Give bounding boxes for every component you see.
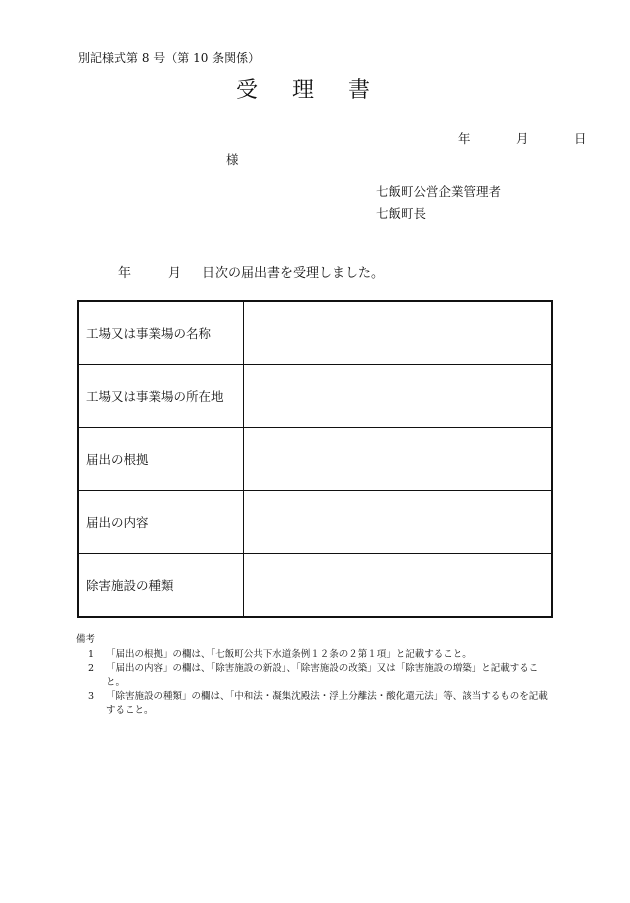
notes-header: 備考: [76, 634, 96, 645]
row-value-facility-name[interactable]: [244, 301, 553, 365]
table-row: [78, 301, 552, 365]
issuer-line-1: 七飯町公営企業管理者: [376, 184, 502, 199]
row-label-notification-content: 届出の内容: [78, 491, 244, 554]
receipt-month-label: 月: [168, 266, 182, 281]
receipt-form-table: [77, 300, 553, 618]
date-month-label: 月: [516, 131, 529, 146]
row-label-facility-address: 工場又は事業場の所在地: [78, 365, 244, 428]
table-row: [78, 428, 552, 491]
note-number: 1: [88, 649, 95, 660]
note-number: 3: [88, 691, 95, 702]
row-label-notification-basis: 届出の根拠: [78, 428, 244, 491]
row-label-treatment-type: 除害施設の種類: [78, 554, 244, 618]
issuer-line-2: 七飯町長: [376, 206, 427, 221]
note-text: 「届出の根拠」の欄は、「七飯町公共下水道条例１２条の２第１項」と記載すること。: [106, 649, 472, 660]
note-text: 「除害施設の種類」の欄は、「中和法・凝集沈殿法・浮上分離法・酸化還元法」等、該当するものを記載すること。: [106, 691, 548, 716]
addressee-suffix: 様: [226, 152, 239, 167]
receipt-statement-text: 日次の届出書を受理しました。: [202, 266, 385, 281]
table-row: [78, 365, 552, 428]
row-value-notification-content[interactable]: [244, 491, 553, 554]
document-title: 受理書: [236, 78, 405, 103]
receipt-year-label: 年: [118, 266, 132, 281]
date-day-label: 日: [574, 131, 587, 146]
row-value-facility-address[interactable]: [244, 365, 553, 428]
note-item: [76, 690, 556, 718]
form-number: 別記様式第 8 号（第 10 条関係）: [78, 51, 261, 65]
note-number: 2: [88, 663, 95, 674]
note-item: [76, 648, 556, 662]
date-header: [458, 129, 596, 147]
row-value-treatment-type[interactable]: [244, 554, 553, 618]
date-year-label: 年: [458, 131, 471, 146]
table-row: [78, 554, 552, 618]
table-row: [78, 491, 552, 554]
note-text: 「届出の内容」の欄は、「除害施設の新設」、「除害施設の改築」又は「除害施設の増築」と記載すること。: [106, 663, 539, 688]
row-value-notification-basis[interactable]: [244, 428, 553, 491]
receipt-statement: [118, 262, 384, 281]
note-item: [76, 662, 556, 690]
row-label-facility-name: 工場又は事業場の名称: [78, 301, 244, 365]
notes-section: [76, 633, 556, 718]
